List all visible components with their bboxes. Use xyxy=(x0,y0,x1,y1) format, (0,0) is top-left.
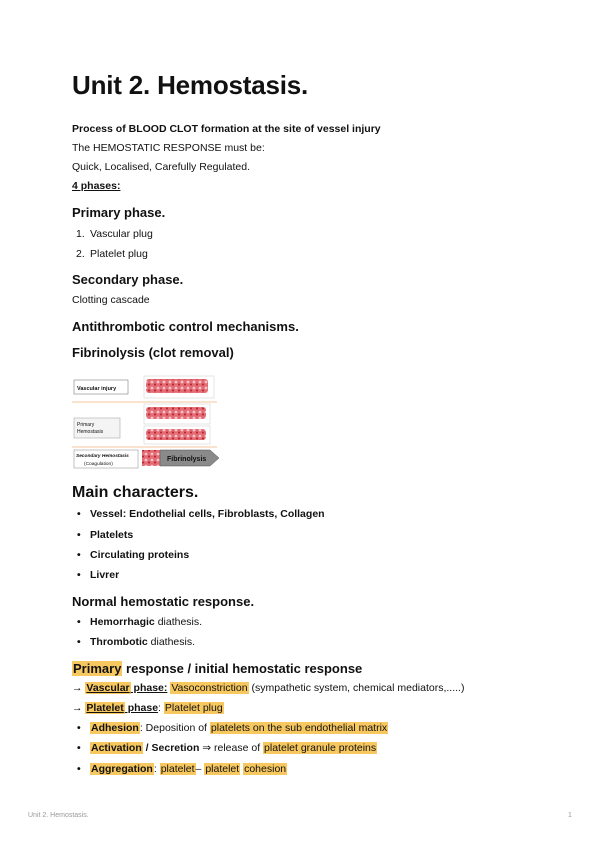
list-item: • Hemorrhagic diathesis. xyxy=(77,616,203,628)
primary-response-heading: Primary response / initial hemostatic response xyxy=(73,661,363,676)
vascular-phase-line: → Vascular phase: Vasoconstriction (sympathetic system, chemical mediators,.....) xyxy=(72,682,465,694)
list-item: 1. Vascular plug xyxy=(76,228,153,240)
list-item: • Vessel: Endothelial cells, Fibroblasts, Collagen xyxy=(77,508,325,520)
list-item: 2. Platelet plug xyxy=(76,248,148,260)
primary-label-2: Hemostasis xyxy=(77,429,104,435)
page-title: Unit 2. Hemostasis. xyxy=(72,70,309,100)
list-item: • Adhesion: Deposition of platelets on the sub endothelial matrix xyxy=(77,722,388,734)
footer-title: Unit 2. Hemostasis. xyxy=(28,812,89,819)
list-item: • Circulating proteins xyxy=(77,549,190,561)
primary-label-1: Primary xyxy=(77,422,95,428)
vessel-tube-3 xyxy=(146,429,206,440)
fibrinolysis-arrow-label: Fibrinolysis xyxy=(167,456,207,463)
secondary-label-1: Secondary Hemostasis xyxy=(76,454,129,459)
page-number: 1 xyxy=(568,812,572,819)
list-item: • Platelets xyxy=(77,529,134,541)
intro-line-4: 4 phases: xyxy=(72,180,121,192)
primary-hemostasis-box xyxy=(74,418,120,438)
list-item: • Thrombotic diathesis. xyxy=(77,636,196,648)
hemostasis-diagram xyxy=(72,374,222,469)
vascular-injury-label: Vascular injury xyxy=(77,386,117,392)
fibrinolysis-heading: Fibrinolysis (clot removal) xyxy=(72,345,234,360)
platelet-phase-line: → Platelet phase: Platelet plug xyxy=(72,702,223,714)
intro-line-3: Quick, Localised, Carefully Regulated. xyxy=(72,161,251,173)
secondary-phase-text: Clotting cascade xyxy=(72,294,150,306)
list-item: • Livrer xyxy=(77,569,120,581)
normal-response-heading: Normal hemostatic response. xyxy=(72,594,255,609)
vessel-tube-4 xyxy=(142,450,162,466)
list-item: • Activation / Secretion ⇒ release of platelet granule proteins xyxy=(77,742,377,754)
secondary-phase-heading: Secondary phase. xyxy=(72,272,184,287)
vessel-tube-1 xyxy=(146,379,208,393)
intro-line-2: The HEMOSTATIC RESPONSE must be: xyxy=(72,142,265,154)
intro-line-1: Process of BLOOD CLOT formation at the site of vessel injury xyxy=(72,123,381,135)
antithrombotic-heading: Antithrombotic control mechanisms. xyxy=(72,319,299,334)
primary-phase-heading: Primary phase. xyxy=(72,205,166,220)
main-characters-heading: Main characters. xyxy=(72,484,199,501)
secondary-label-2: (Coagulation) xyxy=(84,462,113,467)
list-item: • Aggregation: platelet– platelet cohesion xyxy=(77,763,287,775)
vessel-tube-2 xyxy=(146,407,206,419)
